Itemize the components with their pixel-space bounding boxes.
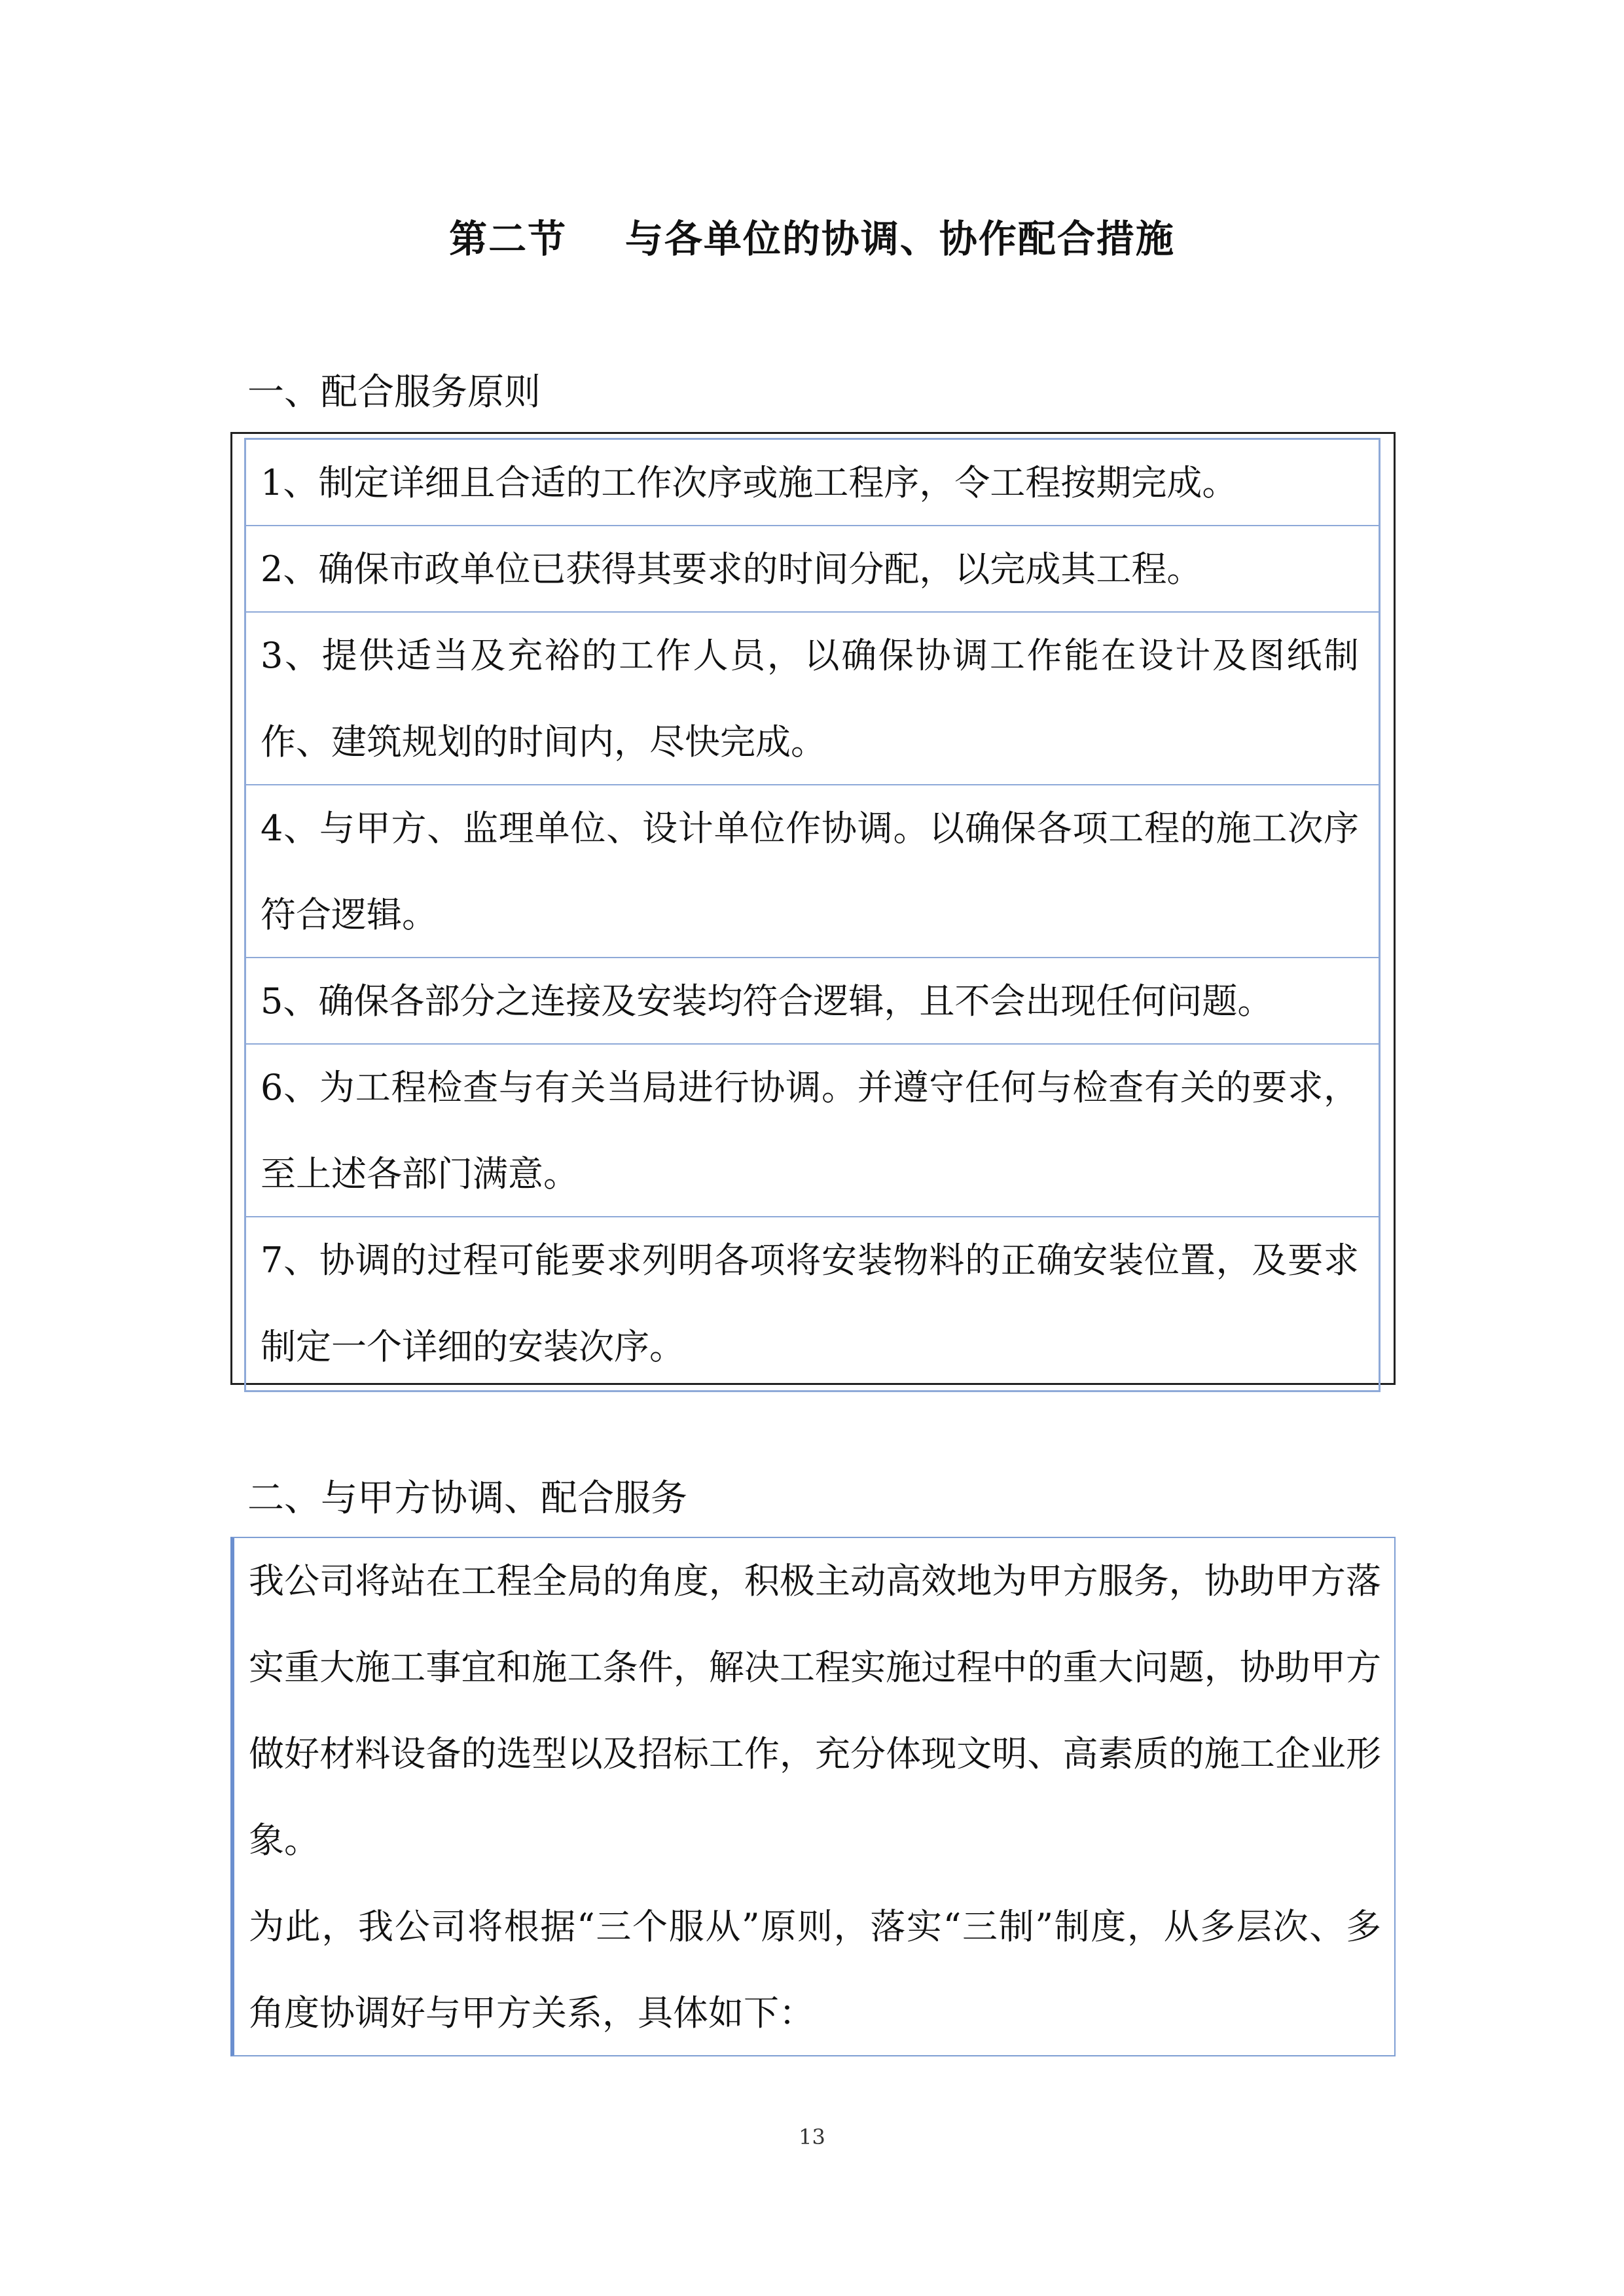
section-heading-principles: 一、配合服务原则 — [247, 371, 541, 414]
principles-table — [244, 438, 1380, 1392]
page-number: 13 — [799, 2125, 825, 2149]
principle-item-4: 4、与甲方、监理单位、设计单位作协调。以确保各项工程的施工次序符合逻辑。 — [246, 785, 1379, 958]
page-title: 第二节 与各单位的协调、协作配合措施 — [449, 217, 1175, 261]
principle-item-3: 3、提供适当及充裕的工作人员，以确保协调工作能在设计及图纸制作、建筑规划的时间内，尽快完成。 — [246, 613, 1379, 785]
section-heading-cooperation: 二、与甲方协调、配合服务 — [247, 1477, 687, 1520]
principle-item-7: 7、协调的过程可能要求列明各项将安装物料的正确安装位置，及要求制定一个详细的安装次序。 — [261, 1240, 1359, 1367]
cooperation-paragraph-1: 我公司将站在工程全局的角度，积极主动高效地为甲方服务，协助甲方落实重大施工事宜和施工条件，解决工程实施过程中的重大问题，协助甲方做好材料设备的选型以及招标工作，充分体现文明、高素质的施工企业形象。 — [249, 1560, 1381, 1861]
principle-item-6: 6、为工程检查与有关当局进行协调。并遵守任何与检查有关的要求，至上述各部门满意。 — [246, 1045, 1379, 1217]
cooperation-text-box — [230, 1537, 1396, 2056]
principle-item-1: 1、制定详细且合适的工作次序或施工程序，令工程按期完成。 — [246, 440, 1379, 526]
principles-frame — [230, 432, 1396, 1385]
principle-item-2: 2、确保市政单位已获得其要求的时间分配，以完成其工程。 — [246, 526, 1379, 613]
cooperation-paragraph-2: 为此，我公司将根据“三个服从”原则，落实“三制”制度，从多层次、多角度协调好与甲方关系，具体如下： — [249, 1906, 1381, 2034]
principle-item-5: 5、确保各部分之连接及安装均符合逻辑，且不会出现任何问题。 — [246, 958, 1379, 1045]
